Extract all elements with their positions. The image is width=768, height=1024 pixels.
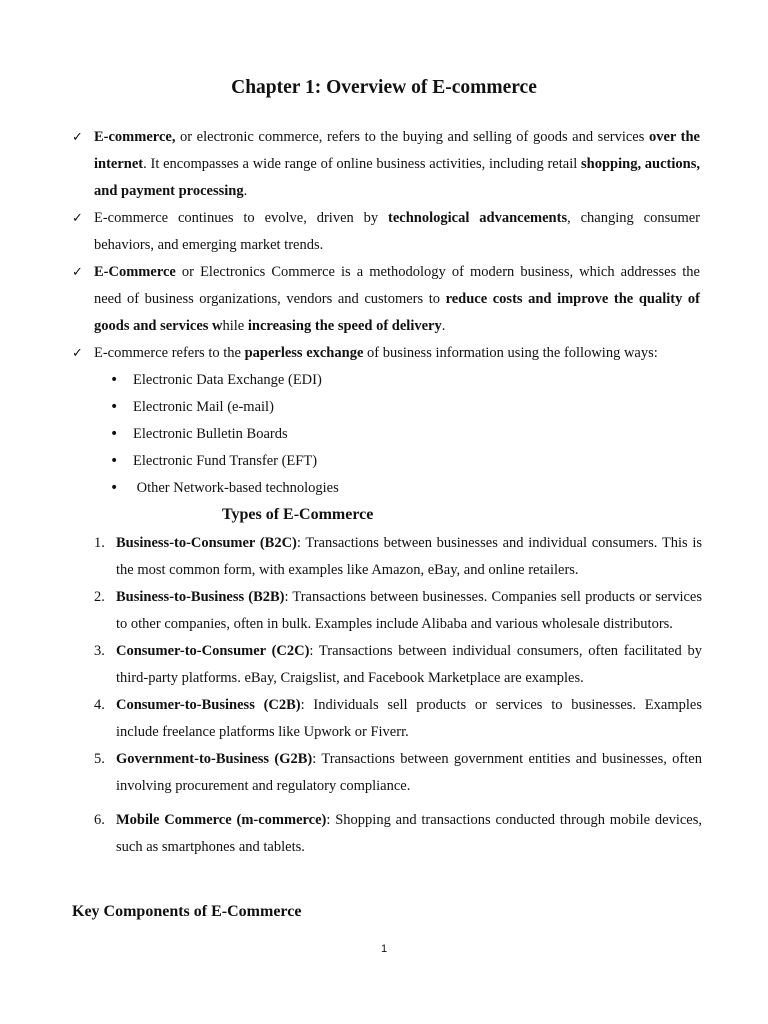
type-name: Business-to-Business (B2B): [116, 589, 285, 605]
list-item: [72, 475, 700, 502]
bullet-icon: •: [110, 399, 119, 415]
list-item-text: Electronic Bulletin Boards: [133, 426, 288, 442]
overview-item: [72, 205, 700, 259]
list-item: [72, 367, 700, 394]
list-item: [72, 394, 700, 421]
page-number: 1: [380, 943, 388, 955]
type-item: [94, 638, 702, 692]
type-item: [94, 584, 702, 638]
text-run: hile: [222, 318, 248, 334]
item-number: 6.: [94, 812, 105, 828]
exchange-ways-container: [72, 367, 700, 502]
bullet-icon: •: [110, 453, 119, 469]
checkmark-icon: ✓: [72, 211, 83, 226]
type-name: Consumer-to-Consumer (C2C): [116, 643, 310, 659]
bullet-icon: •: [110, 426, 119, 442]
type-description: : Transactions between individual consumers, often facilitated by third-party platforms. eBay, Craigslist, and Facebook Marketplace are examples.: [116, 643, 702, 686]
bold-term: technological advancements: [388, 210, 568, 226]
key-components-heading: Key Components of E-Commerce: [72, 903, 302, 920]
text-run: of business information using the following ways:: [363, 345, 658, 361]
text-run: or Electronics Commerce is a methodology of modern business, which addresses the need of business organizations, vendors and customers to: [94, 264, 700, 307]
page-title: Chapter 1: Overview of E-commerce: [231, 77, 537, 98]
bold-term: E-Commerce: [94, 264, 176, 280]
type-name: Business-to-Consumer (B2C): [116, 535, 297, 551]
type-name: Consumer-to-Business (C2B): [116, 697, 301, 713]
type-description: : Transactions between businesses. Companies sell products or services to other companies, often in bulk. Examples include Alibaba and various wholesale distributors.: [116, 589, 703, 632]
type-description: : Transactions between businesses and individual consumers. This is the most common form, with examples like Amazon, eBay, and online retailers.: [116, 535, 702, 578]
type-description: : Individuals sell products or services to businesses. Examples include freelance platforms like Upwork or Fiverr.: [116, 697, 702, 740]
type-description: : Transactions between government entities and businesses, often involving procurement and regulatory compliance.: [116, 751, 702, 794]
text-run: .: [243, 183, 248, 199]
overview-item: [72, 340, 700, 367]
bold-term: paperless exchange: [244, 345, 364, 361]
item-number: 3.: [94, 643, 105, 659]
types-heading: Types of E-Commerce: [222, 506, 374, 523]
list-item-text: Electronic Mail (e-mail): [133, 399, 274, 415]
type-description: : Shopping and transactions conducted through mobile devices, such as smartphones and tablets.: [116, 812, 702, 855]
bold-term: E-commerce,: [94, 129, 176, 145]
text-run: E-commerce refers to the: [94, 345, 245, 361]
list-item-text: Other Network-based technologies: [133, 480, 339, 496]
text-run: , changing consumer behaviors, and emerging market trends.: [94, 210, 701, 253]
list-item: [72, 448, 700, 475]
type-item: [94, 530, 702, 584]
text-run: . It encompasses a wide range of online business activities, including retail: [143, 156, 582, 172]
type-item: [94, 746, 702, 800]
text-run: or electronic commerce, refers to the buying and selling of goods and services: [175, 129, 649, 145]
overview-list: [72, 124, 700, 502]
checkmark-icon: ✓: [72, 346, 83, 361]
list-item-text: Electronic Data Exchange (EDI): [133, 372, 322, 388]
type-item: [94, 692, 702, 746]
bullet-icon: •: [110, 480, 119, 496]
type-item: [94, 807, 702, 861]
overview-item: [72, 259, 700, 340]
text-run: E-commerce continues to evolve, driven by: [94, 210, 389, 226]
list-item: [72, 421, 700, 448]
bullet-icon: •: [110, 372, 119, 388]
text-run: .: [441, 318, 446, 334]
item-number: 4.: [94, 697, 105, 713]
bold-term: reduce costs and improve the quality of goods and services w: [94, 291, 700, 334]
item-number: 2.: [94, 589, 105, 605]
checkmark-icon: ✓: [72, 130, 83, 145]
item-number: 5.: [94, 751, 105, 767]
bold-term: shopping, auctions, and payment processing: [94, 156, 700, 199]
type-name: Government-to-Business (G2B): [116, 751, 313, 767]
overview-item: [72, 124, 700, 205]
checkmark-icon: ✓: [72, 265, 83, 280]
types-list: [94, 530, 702, 861]
item-number: 1.: [94, 535, 105, 551]
type-name: Mobile Commerce (m-commerce): [116, 812, 327, 828]
list-item-text: Electronic Fund Transfer (EFT): [133, 453, 318, 469]
exchange-ways-list: [72, 367, 700, 502]
bold-term: increasing the speed of delivery: [247, 318, 442, 334]
bold-term: over the internet: [94, 129, 700, 172]
